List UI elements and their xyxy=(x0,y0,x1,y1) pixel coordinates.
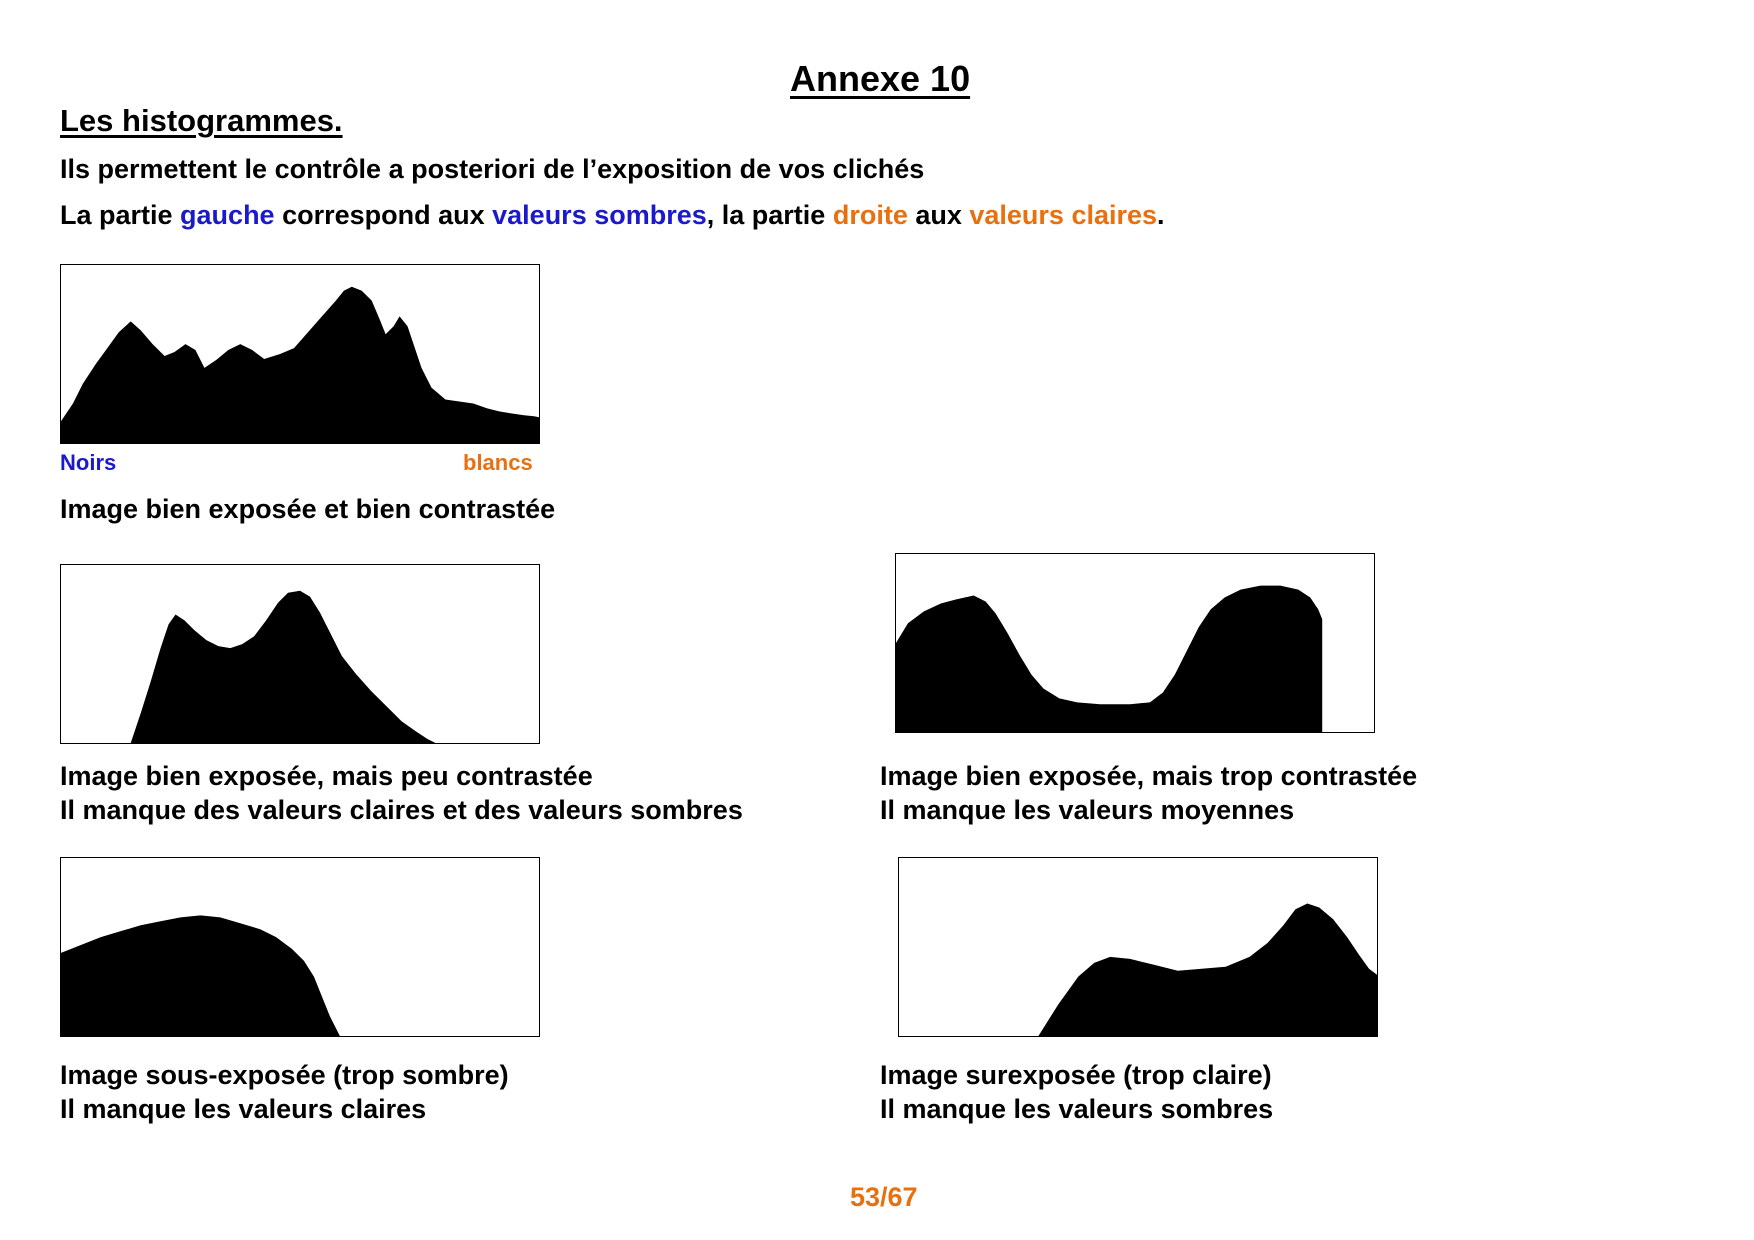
caption-line: Image bien exposée, mais peu contrastée xyxy=(60,761,593,791)
caption-line: Il manque des valeurs claires et des valeurs sombres xyxy=(60,795,743,825)
explanation-text xyxy=(60,200,1165,231)
page-title: Annexe 10 xyxy=(790,58,971,99)
explanation-part-3: , la partie xyxy=(706,200,833,230)
explanation-part-2: correspond aux xyxy=(274,200,493,230)
caption-histogram-1 xyxy=(60,492,555,526)
histogram-shape xyxy=(896,554,1374,732)
page-number: 53/67 xyxy=(850,1182,918,1212)
explanation-part-4: aux xyxy=(907,200,970,230)
keyword-gauche: gauche xyxy=(180,200,275,230)
histogram-shape xyxy=(61,565,539,743)
histogram-overexposed xyxy=(898,857,1378,1037)
histogram-low-contrast xyxy=(60,564,540,744)
axis-label-noirs: Noirs xyxy=(60,450,117,475)
keyword-valeurs-claires: valeurs claires xyxy=(969,200,1158,230)
histogram-high-contrast xyxy=(895,553,1375,733)
intro-text: Ils permettent le contrôle a posteriori de l’exposition de vos clichés xyxy=(60,154,925,184)
caption-histogram-5 xyxy=(880,1058,1273,1126)
caption-line: Il manque les valeurs sombres xyxy=(880,1094,1274,1124)
keyword-droite: droite xyxy=(832,200,908,230)
explanation-part-1: La partie xyxy=(60,200,181,230)
histogram-shape xyxy=(61,858,539,1036)
caption-line: Image sous-exposée (trop sombre) xyxy=(60,1060,509,1090)
keyword-valeurs-sombres: valeurs sombres xyxy=(492,200,707,230)
caption-line: Image surexposée (trop claire) xyxy=(880,1060,1272,1090)
histogram-shape xyxy=(61,265,539,443)
caption-line: Il manque les valeurs moyennes xyxy=(880,795,1295,825)
caption-line: Image bien exposée, mais trop contrastée xyxy=(880,761,1418,791)
section-title: Les histogrammes. xyxy=(60,103,343,138)
histogram-underexposed xyxy=(60,857,540,1037)
histogram-shape xyxy=(899,858,1377,1036)
caption-line: Il manque les valeurs claires xyxy=(60,1094,427,1124)
histogram-well-exposed xyxy=(60,264,540,444)
explanation-part-5: . xyxy=(1157,200,1165,230)
caption-histogram-3 xyxy=(880,759,1417,827)
caption-histogram-2 xyxy=(60,759,743,827)
caption-line: Image bien exposée et bien contrastée xyxy=(60,494,556,524)
caption-histogram-4 xyxy=(60,1058,509,1126)
axis-label-blancs: blancs xyxy=(463,450,533,475)
